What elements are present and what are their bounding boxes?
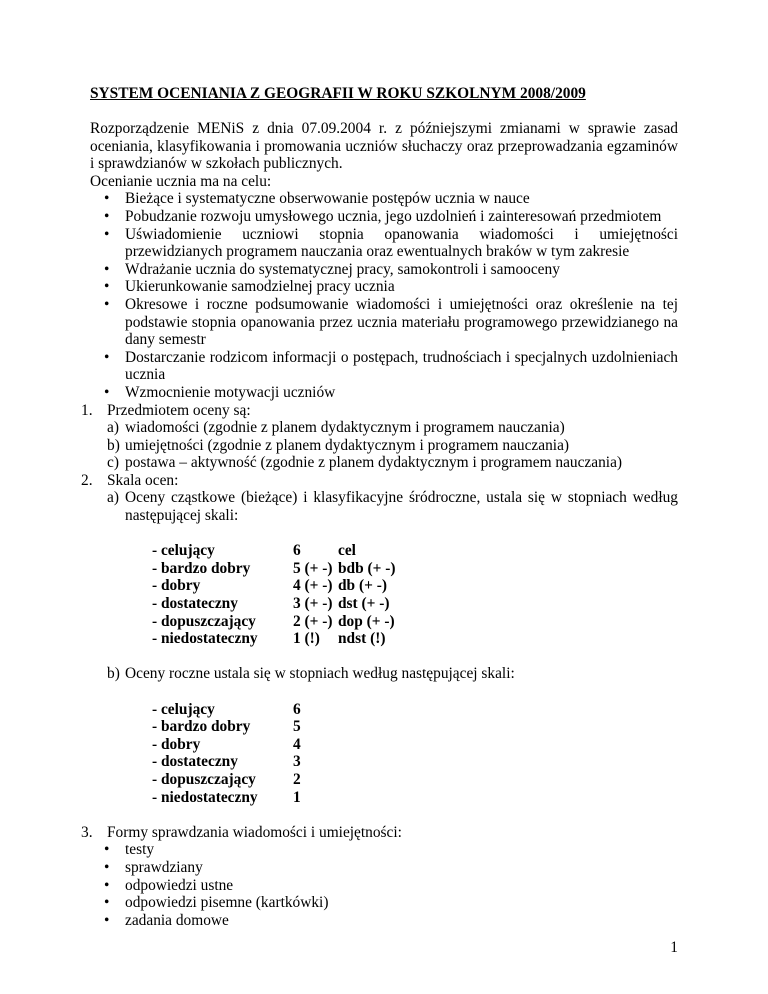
section-number: 2. [81, 471, 93, 489]
grade-name: - niedostateczny [152, 630, 258, 648]
list-item [90, 190, 678, 208]
bullet-icon: • [104, 278, 110, 296]
grade-name: - dostateczny [152, 595, 238, 613]
list-item-text: Wdrażanie ucznia do systematycznej pracy, samokontroli i samooceny [125, 260, 560, 278]
list-item [90, 226, 678, 261]
list-item [107, 665, 678, 806]
grade-name: - bardzo dobry [152, 718, 251, 736]
list-item [90, 278, 678, 296]
grade-value: 4 [293, 735, 301, 753]
list-item-text: Okresowe i roczne podsumowanie wiadomości i umiejętności oraz określenie na tej podstawie stopnia opanowania przez ucznia materiału programowego przewidzianego na dany semestr [125, 295, 678, 349]
table-row [152, 560, 396, 578]
list-item-text: Oceny roczne ustala się w stopniach według następującej skali: [125, 665, 515, 683]
grade-abbreviation: bdb (+ -) [338, 559, 396, 577]
table-row [152, 577, 396, 595]
table-row [152, 753, 301, 771]
goals-list [90, 190, 678, 401]
grade-value: 3 [293, 753, 301, 771]
document-title: SYSTEM OCENIANIA Z GEOGRAFII W ROKU SZKOLNYM 2008/2009 [90, 85, 586, 102]
list-item [90, 877, 678, 895]
list-item-text: Oceny cząstkowe (bieżące) i klasyfikacyjne śródroczne, ustala się w stopniach według następującej skali: [125, 489, 678, 525]
list-item [90, 261, 678, 279]
bullet-icon: • [104, 383, 110, 401]
bullet-icon: • [104, 207, 110, 225]
list-item-text: Pobudzanie rozwoju umysłowego ucznia, jego uzdolnień i zainteresowań przedmiotem [125, 207, 662, 225]
table-row [152, 789, 301, 807]
grade-value: 4 (+ -) [293, 577, 333, 595]
grade-name: - dostateczny [152, 753, 238, 771]
table-row [152, 736, 301, 754]
grade-abbreviation: dop (+ -) [338, 612, 395, 630]
grade-value: 1 (!) [293, 630, 320, 648]
section-number: 3. [81, 823, 93, 841]
table-row [152, 542, 396, 560]
page-number: 1 [670, 939, 678, 956]
list-item [90, 208, 678, 226]
numbered-sections [81, 401, 678, 930]
table-row [152, 630, 396, 648]
grade-name: - celujący [152, 700, 215, 718]
grade-name: - dobry [152, 735, 201, 753]
list-item-text: Bieżące i systematyczne obserwowanie postępów ucznia w nauce [125, 190, 530, 208]
bullet-icon: • [104, 348, 110, 366]
table-row [152, 595, 396, 613]
list-item [90, 349, 678, 384]
list-item-text: Uświadomienie uczniowi stopnia opanowania wiadomości i umiejętności przewidzianych programem nauczania oraz ewentualnych braków w tym zakresie [125, 225, 678, 261]
list-item [107, 419, 678, 437]
goals-heading: Ocenianie ucznia ma na celu: [90, 172, 272, 190]
list-item-text: wiadomości (zgodnie z planem dydaktycznym i programem nauczania) [125, 419, 565, 437]
list-item-text: testy [125, 841, 155, 859]
partial-grades-table [152, 542, 396, 648]
grade-value: 6 [293, 700, 301, 718]
bullet-icon: • [104, 894, 110, 912]
section-heading: Skala ocen: [107, 471, 179, 489]
grade-name: - celujący [152, 542, 215, 560]
grading-scale-list [107, 489, 678, 806]
section-heading: Formy sprawdzania wiadomości i umiejętności: [107, 823, 402, 841]
grade-value: 2 [293, 770, 301, 788]
list-item-text: umiejętności (zgodnie z planem dydaktycznym i programem nauczania) [125, 436, 570, 454]
table-row [152, 718, 301, 736]
list-item [107, 454, 678, 472]
grade-name: - dopuszczający [152, 612, 256, 630]
item-marker: a) [107, 489, 119, 507]
list-item-text: Dostarczanie rodzicom informacji o postępach, trudnościach i specjalnych uzdolnieniach ucznia [125, 348, 678, 384]
grade-value: 5 (+ -) [293, 559, 333, 577]
list-item [107, 489, 678, 647]
item-marker: b) [107, 436, 120, 454]
grade-name: - bardzo dobry [152, 559, 251, 577]
bullet-icon: • [104, 841, 110, 859]
annual-grades-table [152, 701, 301, 807]
list-item-text: sprawdziany [125, 858, 203, 876]
section-2 [81, 471, 678, 806]
bullet-icon: • [104, 225, 110, 243]
list-item-text: postawa – aktywność (zgodnie z planem dydaktycznym i programem nauczania) [125, 454, 623, 472]
bullet-icon: • [104, 911, 110, 929]
bullet-icon: • [104, 876, 110, 894]
grade-value: 3 (+ -) [293, 595, 333, 613]
bullet-icon: • [104, 295, 110, 313]
assessment-subjects-list [107, 419, 678, 472]
grade-value: 6 [293, 542, 301, 560]
section-1 [81, 401, 678, 472]
section-heading: Przedmiotem oceny są: [107, 401, 251, 419]
grade-value: 2 (+ -) [293, 612, 333, 630]
item-marker: a) [107, 419, 119, 437]
assessment-forms-list [90, 841, 678, 929]
list-item [90, 296, 678, 349]
table-row [152, 613, 396, 631]
item-marker: b) [107, 665, 120, 683]
table-row [152, 771, 301, 789]
grade-abbreviation: cel [338, 542, 356, 560]
list-item-text: zadania domowe [125, 911, 229, 929]
list-item-text: odpowiedzi ustne [125, 876, 234, 894]
list-item-text: Ukierunkowanie samodzielnej pracy ucznia [125, 278, 395, 296]
grade-abbreviation: db (+ -) [338, 577, 387, 595]
document-body [81, 120, 678, 929]
list-item [90, 384, 678, 402]
table-row [152, 701, 301, 719]
grade-value: 5 [293, 718, 301, 736]
list-item [90, 859, 678, 877]
list-item [90, 894, 678, 912]
grade-name: - dobry [152, 577, 201, 595]
document-page [81, 0, 678, 994]
grade-value: 1 [293, 788, 301, 806]
list-item [90, 841, 678, 859]
list-item-text: Wzmocnienie motywacji uczniów [125, 383, 336, 401]
grade-abbreviation: dst (+ -) [338, 595, 390, 613]
item-marker: c) [107, 454, 119, 472]
grade-name: - dopuszczający [152, 770, 256, 788]
bullet-icon: • [104, 260, 110, 278]
bullet-icon: • [104, 858, 110, 876]
section-3 [81, 823, 678, 930]
bullet-icon: • [104, 190, 110, 208]
list-item-text: odpowiedzi pisemne (kartkówki) [125, 894, 329, 912]
list-item [107, 437, 678, 455]
section-number: 1. [81, 401, 93, 419]
grade-abbreviation: ndst (!) [338, 630, 386, 648]
list-item [90, 912, 678, 930]
grade-name: - niedostateczny [152, 788, 258, 806]
intro-paragraph: Rozporządzenie MENiS z dnia 07.09.2004 r. z późniejszymi zmianami w sprawie zasad oceniania, klasyfikowania i promowania uczniów słuchaczy oraz przeprowadzania egzaminów i sprawdzianów w szkołach publicznych. [90, 120, 678, 173]
